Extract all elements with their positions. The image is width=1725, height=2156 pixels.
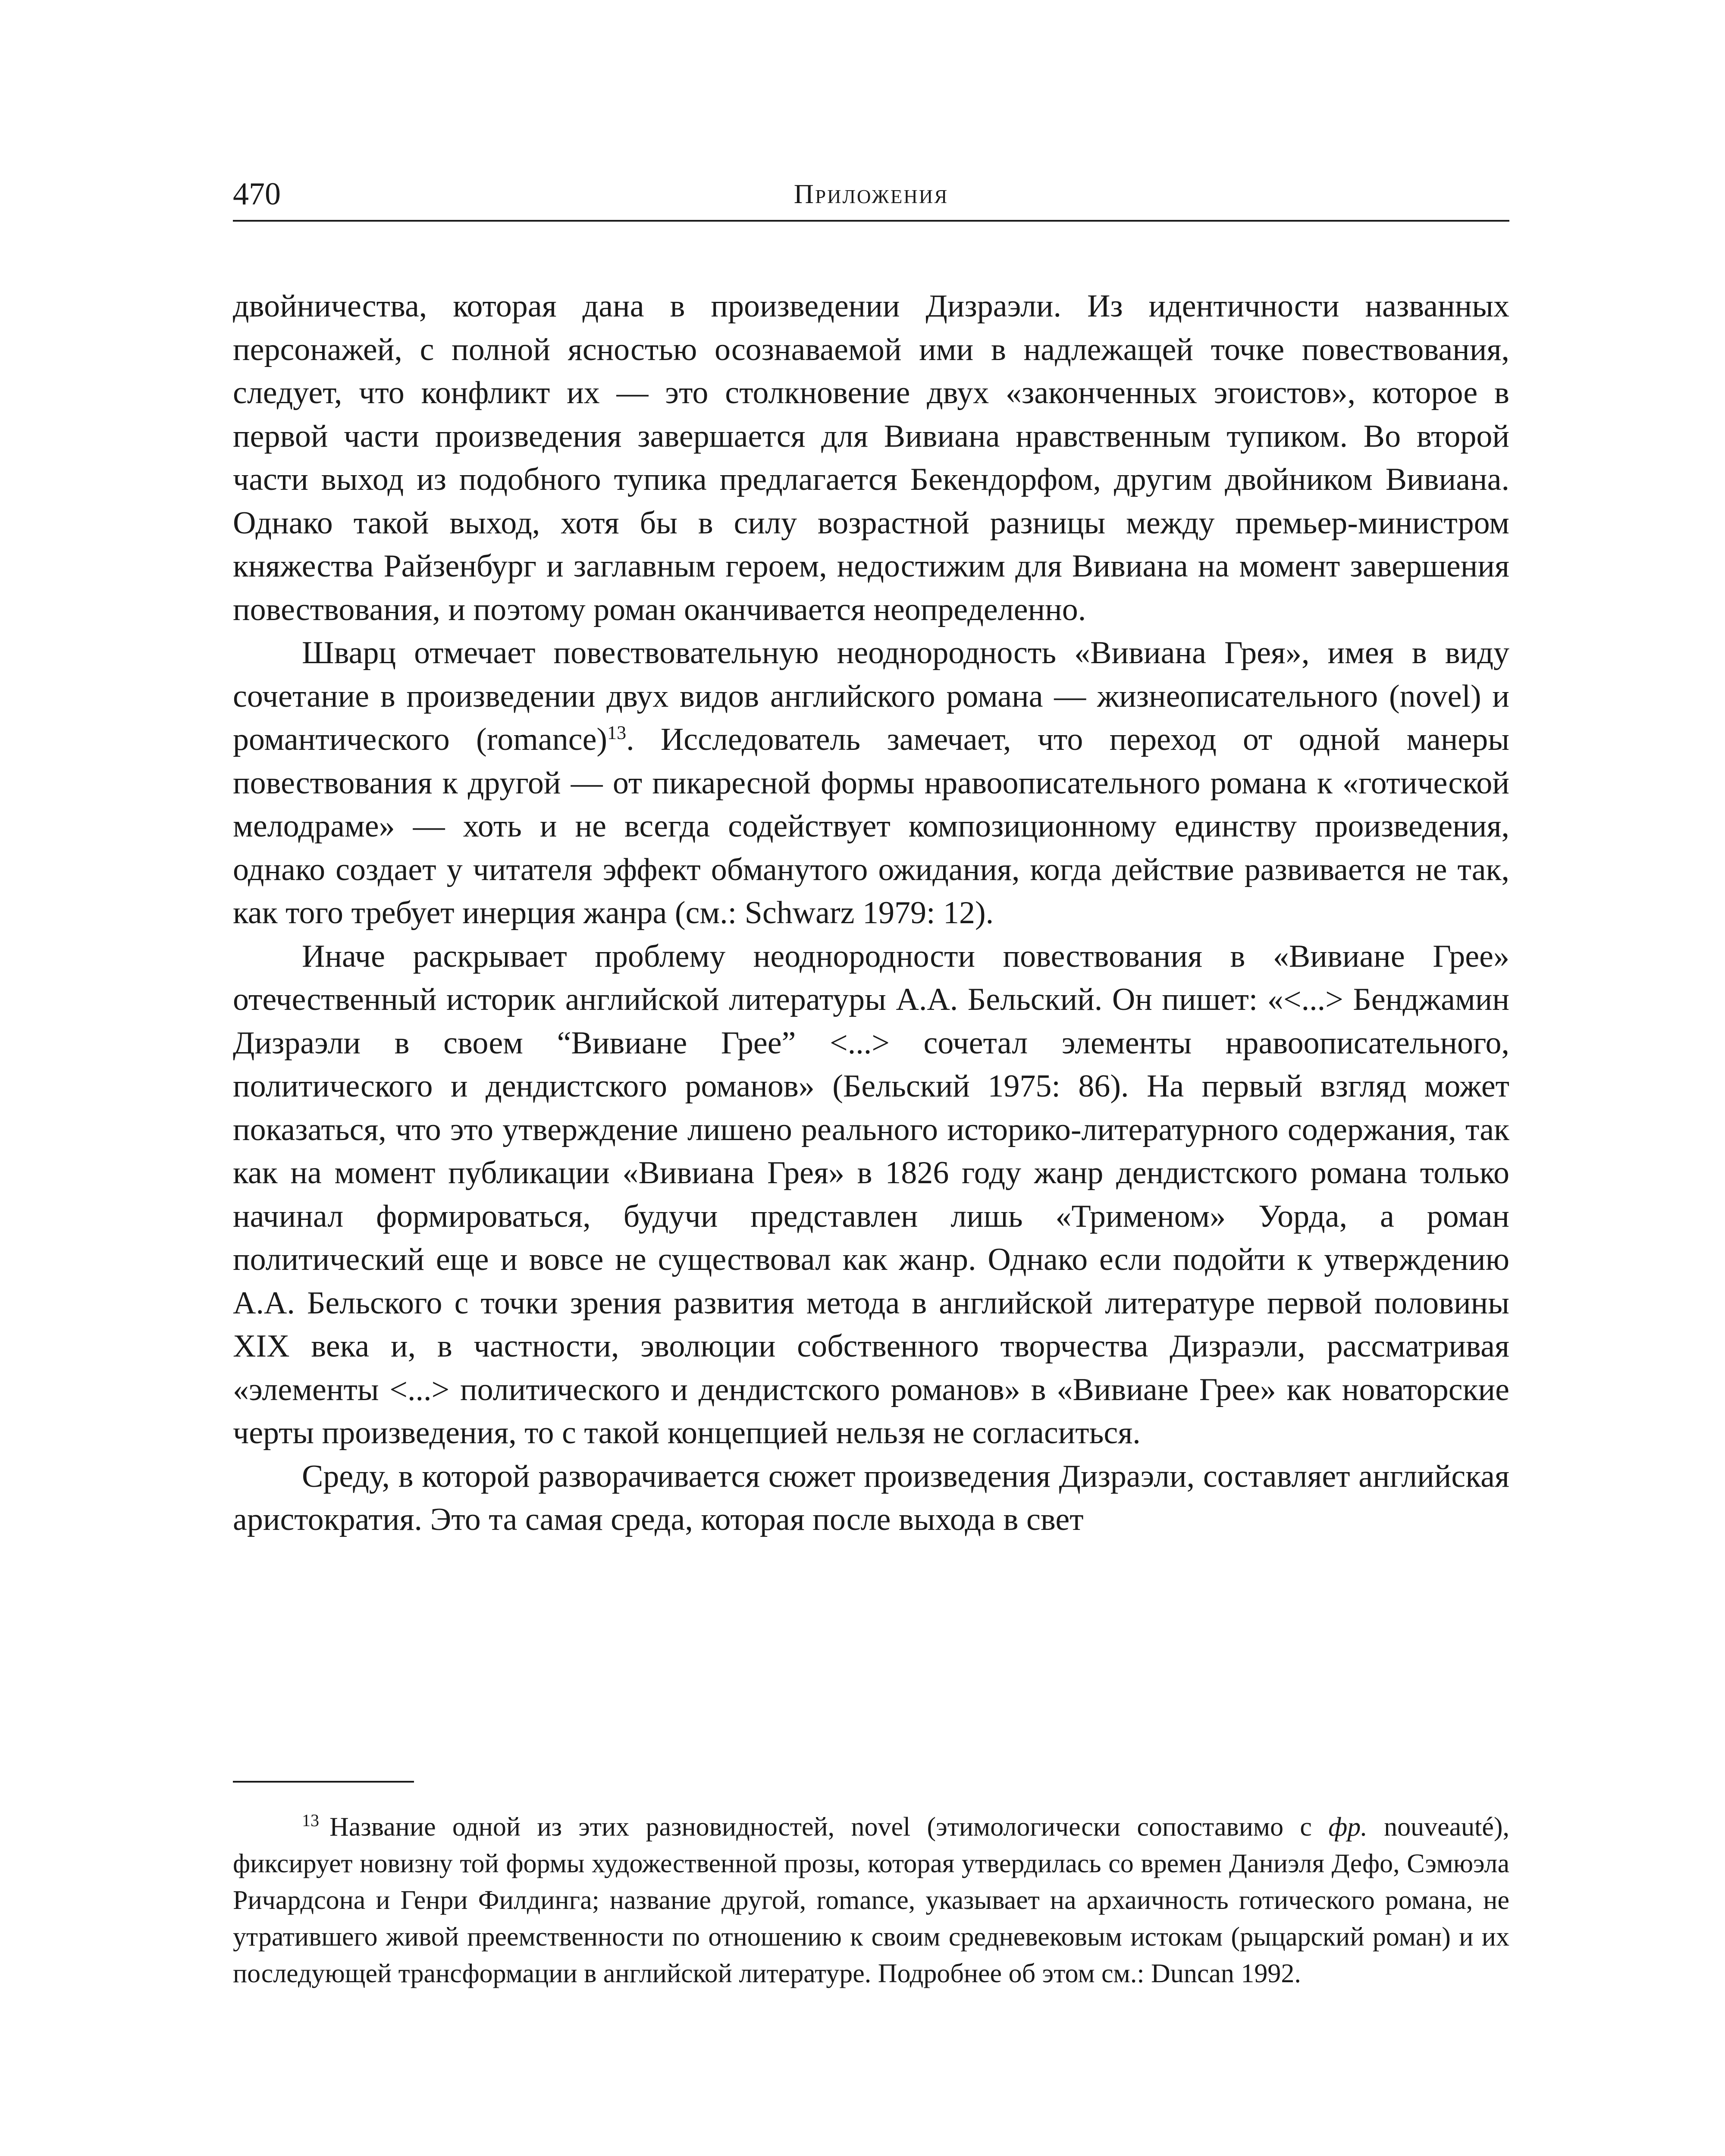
footnote-number: 13 [302, 1811, 319, 1830]
main-text [233, 285, 1509, 1542]
header-rule [233, 220, 1509, 222]
footnote [233, 1809, 1509, 1992]
paragraph [233, 631, 1509, 935]
page-number: 470 [233, 176, 281, 212]
paragraph-text: двойничества, которая дана в произведении Дизраэли. Из идентичности названных персонажей, с полной ясностью осознаваемой ими в надлежащей точке повествования, следует, что конфликт их — это столкновение двух «законченных эгоистов», которое в первой части произведения завершается для Вивиана нравственным тупиком. Во второй части выход из подобного тупика предлагается Бекендорфом, другим двойником Вивиана. Однако такой выход, хотя бы в силу возрастной разницы между премьер-министром княжества Райзенбург и заглавным героем, недостижим для Вивиана на момент завершения повествования, и поэтому роман оканчивается неопределенно. [233, 288, 1509, 627]
paragraph-text: . Исследователь замечает, что переход от одной манеры повествования к другой — от пикаресной формы нравоописательного романа к «готической мелодраме» — хоть и не всегда содействует композиционному единству произведения, однако создает у читателя эффект обманутого ожидания, когда действие развивается не так, как того требует инерция жанра (см.: Schwarz 1979: 12). [233, 722, 1509, 931]
paragraph-text: Шварц отмечает повествовательную неоднородность «Вивиана Грея», имея в виду сочетание в произведении двух видов английского романа — жизнеописательного (novel) и романтического (romance) [233, 635, 1509, 757]
paragraph [233, 935, 1509, 1455]
paragraph [233, 1455, 1509, 1542]
footnote-rule [233, 1781, 414, 1783]
footnote-text: Название одной из этих разновидностей, novel (этимологически сопоставимо с [329, 1812, 1329, 1842]
page-header [233, 175, 1509, 222]
running-head: Приложения [794, 179, 949, 209]
footnote-italic: фр. [1328, 1812, 1367, 1842]
footnote-reference[interactable]: 13 [607, 722, 627, 743]
paragraph-text: Среду, в которой разворачивается сюжет произведения Дизраэли, составляет английская аристократия. Это та самая среда, которая после выхода в свет [233, 1458, 1509, 1537]
paragraph-continuation [233, 285, 1509, 631]
footnote-text: nouveauté), фиксирует новизну той формы художественной прозы, которая утвердилась со времен Даниэля Дефо, Сэмюэла Ричардсона и Генри Филдинга; название другой, romance, указывает на архаичность готического романа, не утратившего живой преемственности по отношению к своим средневековым истокам (рыцарский роман) и их последующей трансформации в английской литературе. Подробнее об этом см.: Duncan 1992. [233, 1812, 1509, 1988]
paragraph-text: Иначе раскрывает проблему неоднородности повествования в «Вивиане Грее» отечественный историк английской литературы А.А. Бельский. Он пишет: «<...> Бенджамин Дизраэли в своем “Вивиане Грее” <...> сочетал элементы нравоописательного, политического и дендистского романов» (Бельский 1975: 86). На первый взгляд может показаться, что это утверждение лишено реального историко-литературного содержания, так как на момент публикации «Вивиана Грея» в 1826 году жанр дендистского романа только начинал формироваться, будучи представлен лишь «Трименом» Уорда, а роман политический еще и вовсе не существовал как жанр. Однако если подойти к утверждению А.А. Бельского с точки зрения развития метода в английской литературе первой половины XIX века и, в частности, эволюции собственного творчества Дизраэли, рассматривая «элементы <...> политического и дендистского романов» в «Вивиане Грее» как новаторские черты произведения, то с такой концепцией нельзя не согласиться. [233, 938, 1509, 1451]
